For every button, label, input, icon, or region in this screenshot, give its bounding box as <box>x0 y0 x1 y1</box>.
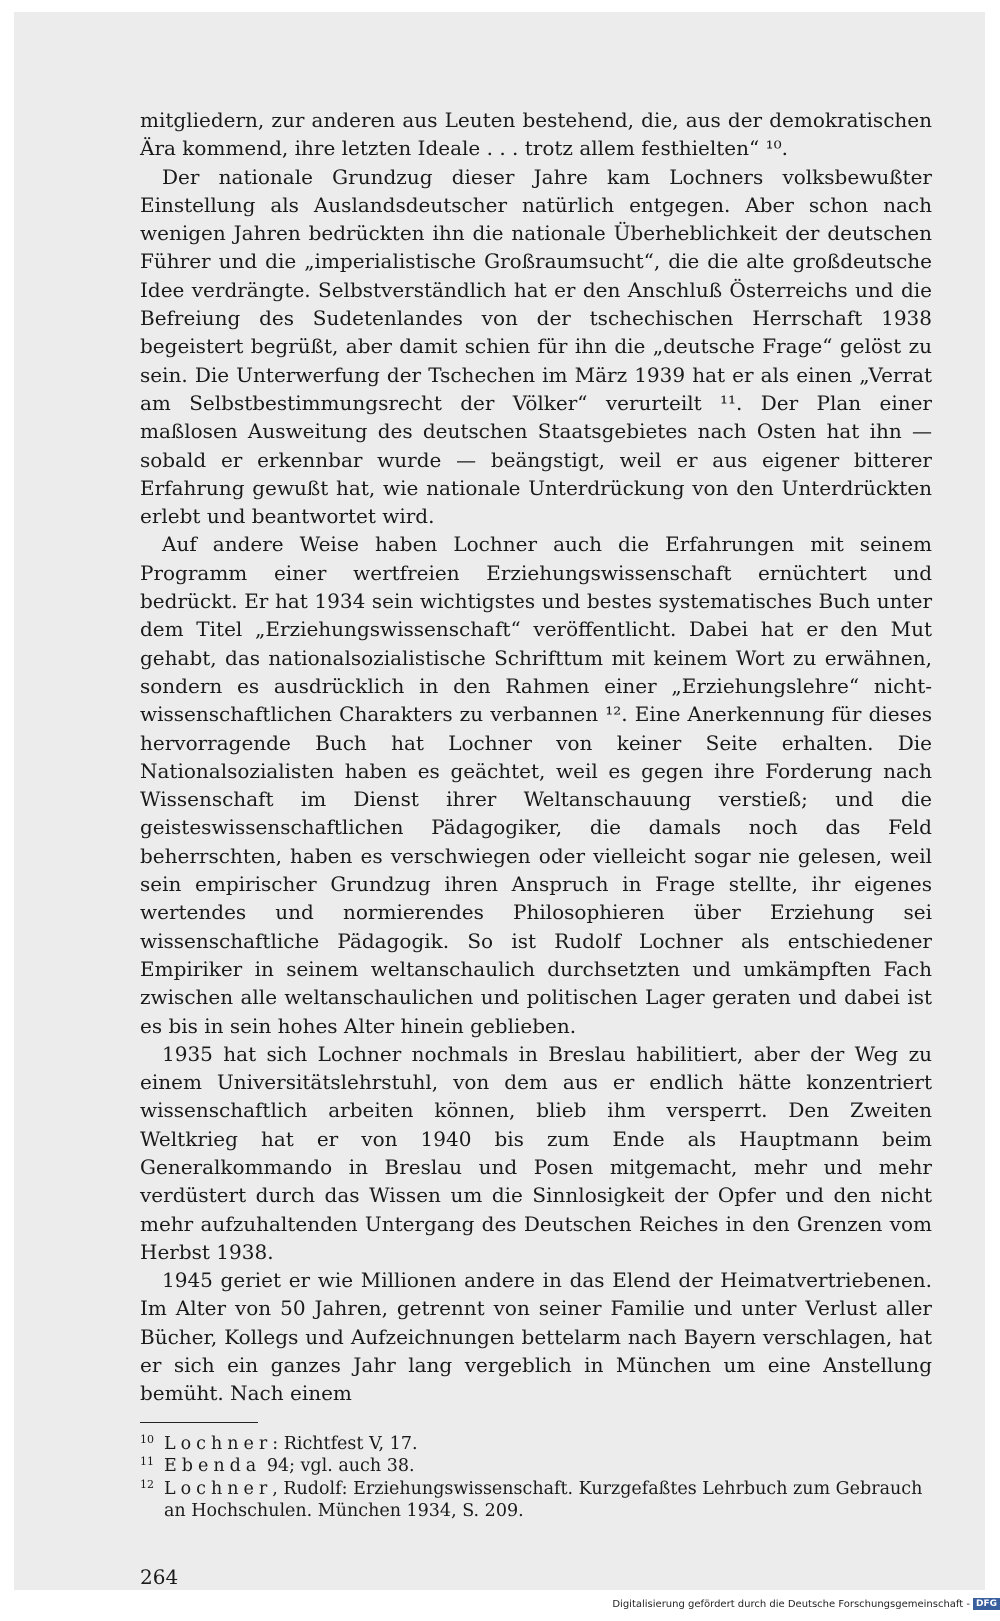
footnote-10 <box>140 1433 932 1456</box>
paragraph-4: 1935 hat sich Lochner nochmals in Breslau habilitiert, aber der Weg zu einem Universitätslehrstuhl, von dem aus er endlich hätte konzentriert wissenschaftlich arbeiten können, blieb ihm versperrt. Den Zweiten Weltkrieg hat er von 1940 bis zum Ende als Hauptmann beim Generalkommando in Breslau und Posen mitgemacht, mehr und mehr verdüstert durch das Wissen um die Sinnlosigkeit der Opfer und den nicht mehr aufzuhaltenden Untergang des Deutschen Reiches in den Grenzen vom Herbst 1938. <box>140 1041 932 1264</box>
digitization-footer <box>580 1598 1000 1610</box>
footnote-author: Ebenda <box>164 1456 262 1477</box>
paragraph-2: Der nationale Grundzug dieser Jahre kam Lochners volksbewußter Einstellung als Auslandsdeutscher natürlich entgegen. Aber schon nach wenigen Jahren bedrückten ihn die nationale Überheblichkeit der deutschen Führer und die „imperialistische Großraumsucht“, die die alte großdeutsche Idee verdrängte. Selbstverständlich hat er den Anschluß Österreichs und die Befreiung des Sudetenlandes von der tschechischen Herrschaft 1938 begeistert begrüßt, aber damit schien für ihn die „deutsche Frage“ gelöst zu sein. Die Unterwerfung der Tschechen im März 1939 hat er als einen „Verrat am Selbstbestimmungsrecht der Völker“ verurteilt ¹¹. Der Plan einer maßlosen Ausweitung des deutschen Staatsgebietes nach Osten hat ihn — sobald er erkennbar wurde — beängstigt, weil er aus eigener bitterer Erfahrung gewußt hat, wie nationale Unterdrückung von den Unterdrückten erlebt und beantwortet wird. <box>140 164 932 529</box>
footnote-divider <box>140 1422 258 1423</box>
paragraph-1: mitgliedern, zur anderen aus Leuten bestehend, die, aus der demokratischen Ära kommend, ihre letzten Ideale . . . trotz allem festhielten“ ¹⁰. <box>140 108 932 161</box>
document-page <box>140 106 932 1589</box>
footnote-number: 12 <box>140 1477 154 1491</box>
footnote-12 <box>140 1478 932 1523</box>
footnote-text: , Rudolf: Erziehungswissenschaft. Kurzgefaßtes Lehrbuch zum Gebrauch an Hochschulen. München 1934, S. 209. <box>164 1478 923 1522</box>
footnote-author: Lochner <box>164 1433 273 1454</box>
footnote-number: 10 <box>140 1432 154 1446</box>
page-number: 264 <box>140 1564 179 1589</box>
dfg-logo: DFG <box>973 1598 1000 1610</box>
footnote-author: Lochner <box>164 1478 273 1499</box>
footnote-number: 11 <box>140 1455 154 1469</box>
footnote-11 <box>140 1455 932 1478</box>
footnote-text: : Richtfest V, 17. <box>272 1433 418 1454</box>
footnote-text: 94; vgl. auch 38. <box>261 1456 415 1477</box>
paragraph-3: Auf andere Weise haben Lochner auch die Erfahrungen mit seinem Programm einer wertfreien Erziehungswissenschaft ernüchtert und bedrückt. Er hat 1934 sein wichtigstes und bestes systematisches Buch unter dem Titel „Erziehungswissenschaft“ veröffentlicht. Dabei hat er den Mut gehabt, das nationalsozialistische Schrifttum mit keinem Wort zu erwähnen, sondern es ausdrücklich in den Rahmen einer „Erziehungslehre“ nicht-wissenschaftlichen Charakters zu verbannen ¹². Eine Anerkennung für dieses hervorragende Buch hat Lochner von keiner Seite erhalten. Die Nationalsozialisten haben es geächtet, weil es gegen ihre Forderung nach Wissenschaft im Dienst ihrer Weltanschauung verstieß; und die geisteswissenschaftlichen Pädagogiker, die damals noch das Feld beherrschten, haben es verschwiegen oder vielleicht sogar nie gelesen, weil sein empirischer Grundzug ihren Anspruch in Frage stellte, ihr eigenes wertendes und normierendes Philosophieren über Erziehung sei wissenschaftliche Pädagogik. So ist Rudolf Lochner als entschiedener Empiriker in seinem weltanschaulich durchsetzten und umkämpften Fach zwischen alle weltanschaulichen und politischen Lager geraten und dabei ist es bis in sein hohes Alter hinein geblieben. <box>140 532 932 1038</box>
paragraph-5: 1945 geriet er wie Millionen andere in das Elend der Heimatvertriebenen. Im Alter von 50 Jahren, getrennt von seiner Familie und unter Verlust aller Bücher, Kollegs und Aufzeichnungen bettelarm nach Bayern verschlagen, hat er sich ein ganzes Jahr lang vergeblich in München um eine Anstellung bemüht. Nach einem <box>140 1268 932 1406</box>
body-text <box>140 106 932 1408</box>
footer-text: Digitalisierung gefördert durch die Deutsche Forschungsgemeinschaft - <box>612 1599 970 1610</box>
